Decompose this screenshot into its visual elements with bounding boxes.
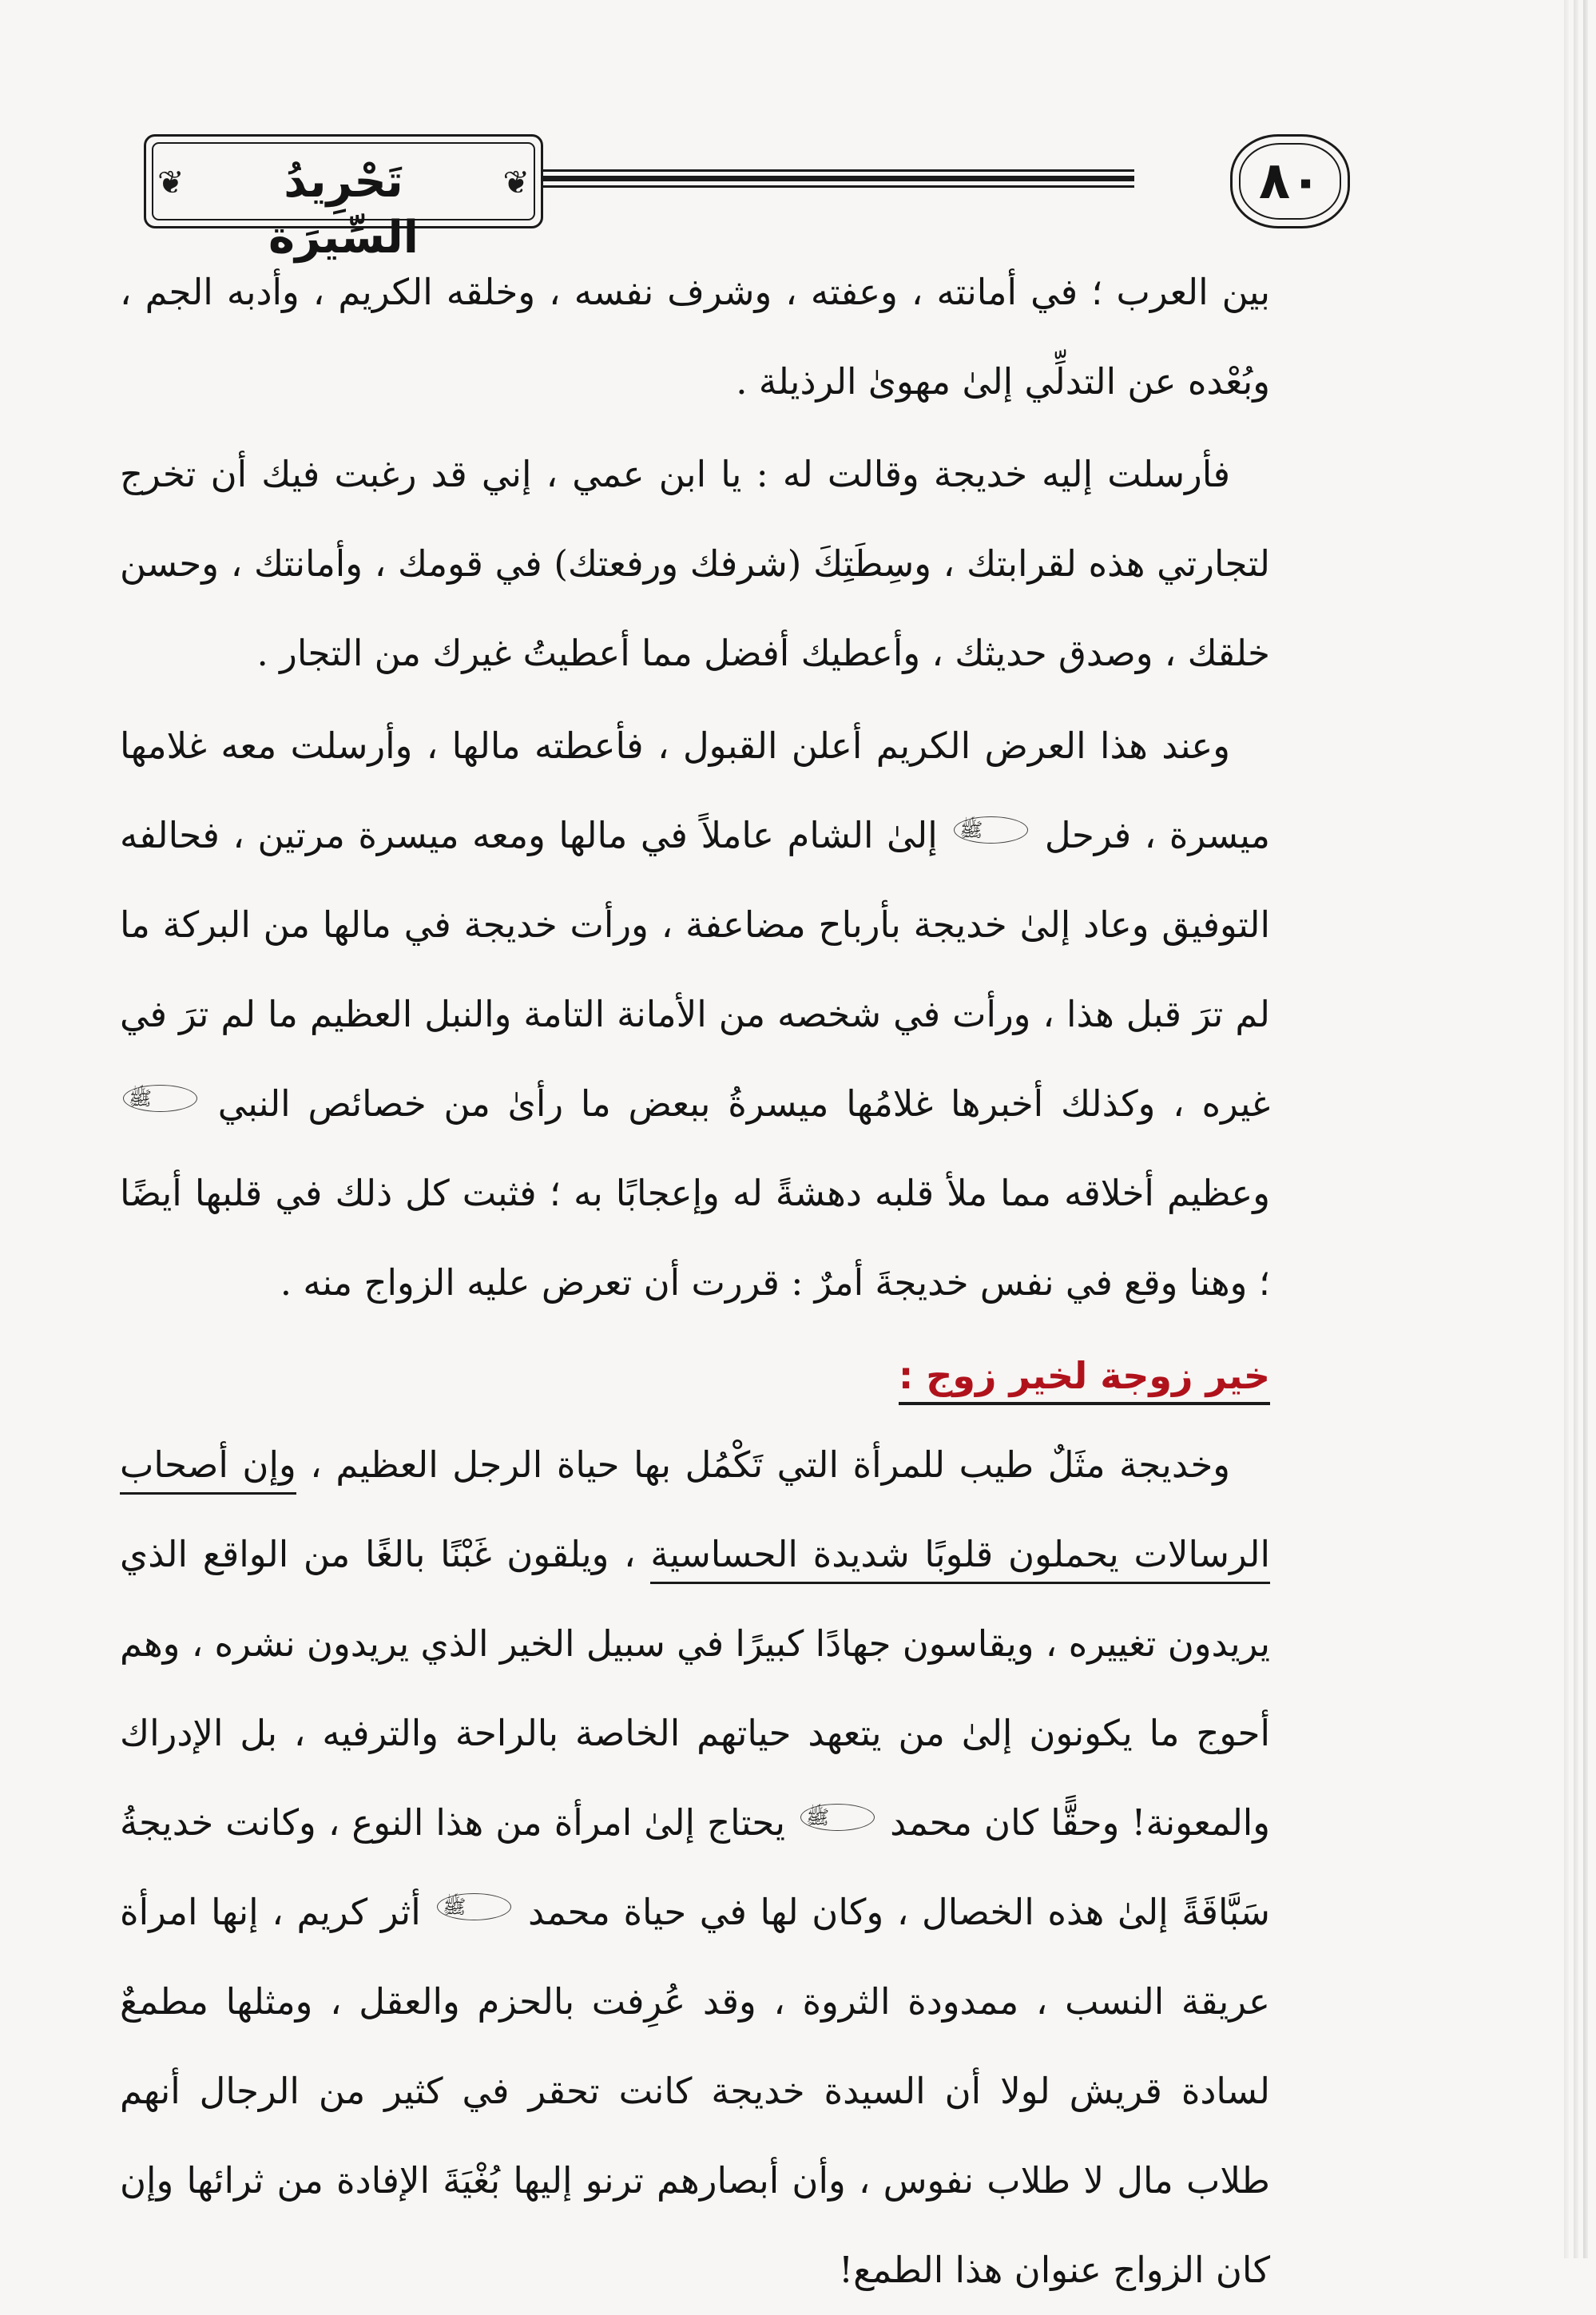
paragraph-text: وخديجة مثَلٌ طيب للمرأة التي تَكْمُل بها حياة الرجل العظيم ، (296, 1443, 1231, 1486)
paragraph-text: يحتاج إلىٰ امرأة من هذا النوع ، وكانت خديجةُ سَبَّاقَةً إلىٰ هذه الخصال ، وكان لها في حياة محمد (120, 1801, 1270, 1933)
paragraph (120, 1420, 1270, 2315)
paragraph-text: وعظيم أخلاقه مما ملأ قلبه دهشةً له وإعجابًا به ؛ فثبت كل ذلك في قلبها أيضًا ؛ وهنا وقع في نفس خديجةَ أمرٌ : قررت أن تعرض عليه الزواج منه . (120, 1172, 1270, 1304)
running-title-cartouche (144, 134, 543, 264)
page-edge (1583, 0, 1588, 2258)
ornament-icon: ❦ (502, 165, 530, 201)
ornament-icon: ❦ (157, 165, 185, 201)
honorific-icon: ﷺ (954, 816, 1028, 844)
page-header (112, 120, 1322, 264)
paragraph-text: إلىٰ الشام عاملاً في مالها ومعه ميسرة مرتين ، فحالفه التوفيق وعاد إلىٰ خديجة بأرباح مضاعفة ، ورأت خديجة في مالها من البركة ما لم ترَ قبل هذا ، ورأت في شخصه من الأمانة التامة والنبل العظيم ما لم ترَ في غيره ، وكذلك أخبرها غلامُها ميسرةُ ببعض ما رأىٰ من خصائص النبي (120, 814, 1270, 1125)
paragraph (120, 701, 1270, 1328)
section-heading-text: خير زوجة لخير زوج : (899, 1354, 1270, 1405)
honorific-icon: ﷺ (800, 1804, 875, 1831)
paragraph-text: وعند هذا العرض الكريم أعلن القبول ، فأعطته مالها ، وأرسلت معه غلامها ميسرة ، فرحل (120, 725, 1270, 856)
page-body (120, 248, 1270, 2315)
paragraph-text: ، ويلقون غَبْنًا بالغًا من الواقع الذي يريدون تغييره ، ويقاسون جهادًا كبيرًا في سبيل الخير الذي يريدون نشره ، وهم أحوج ما يكونون إلىٰ من يتعهد حياتهم الخاصة بالراحة والترفيه ، بل الإدراك والمعونة! وحقًّا كان محمد (120, 1533, 1271, 1844)
page-edge (1564, 0, 1569, 2258)
running-title: تَحْرِيدُ السِّيرَة (268, 156, 419, 264)
page-number: ٨٠ (1258, 152, 1322, 211)
section-heading (120, 1336, 1270, 1416)
honorific-icon: ﷺ (123, 1085, 197, 1112)
page-number-frame (1230, 134, 1350, 228)
paragraph: بين العرب ؛ في أمانته ، وعفته ، وشرف نفسه ، وخلقه الكريم ، وأدبه الجم ، وبُعْده عن التدلِّي إلىٰ مهوىٰ الرذيلة . (120, 271, 1270, 403)
page-edge (1574, 0, 1578, 2258)
underlined-text: وإن أصحاب الرسالات يحملون قلوبًا شديدة الحساسية (120, 1443, 1270, 1584)
honorific-icon: ﷺ (437, 1893, 511, 1920)
paragraph-text: أثر كريم ، إنها امرأة عريقة النسب ، ممدودة الثروة ، وقد عُرِفت بالحزم والعقل ، ومثلها مطمعٌ لسادة قريش لولا أن السيدة خديجة كانت تحقر في كثير من الرجال أنهم طلاب مال لا طلاب نفوس ، وأن أبصارهم ترنو إليها بُغْيَةَ الإفادة من ثرائها وإن كان الزواج عنوان هذا الطمع! (120, 1891, 1270, 2291)
paragraph: فأرسلت إليه خديجة وقالت له : يا ابن عمي ، إني قد رغبت فيك أن تخرج لتجارتي هذه لقرابتك ، وسِطَتِكَ (شرفك ورفعتك) في قومك ، وأمانتك ، وحسن خلقك ، وصدق حديثك ، وأعطيك أفضل مما أعطيتُ غيرك من التجار . (120, 453, 1270, 674)
